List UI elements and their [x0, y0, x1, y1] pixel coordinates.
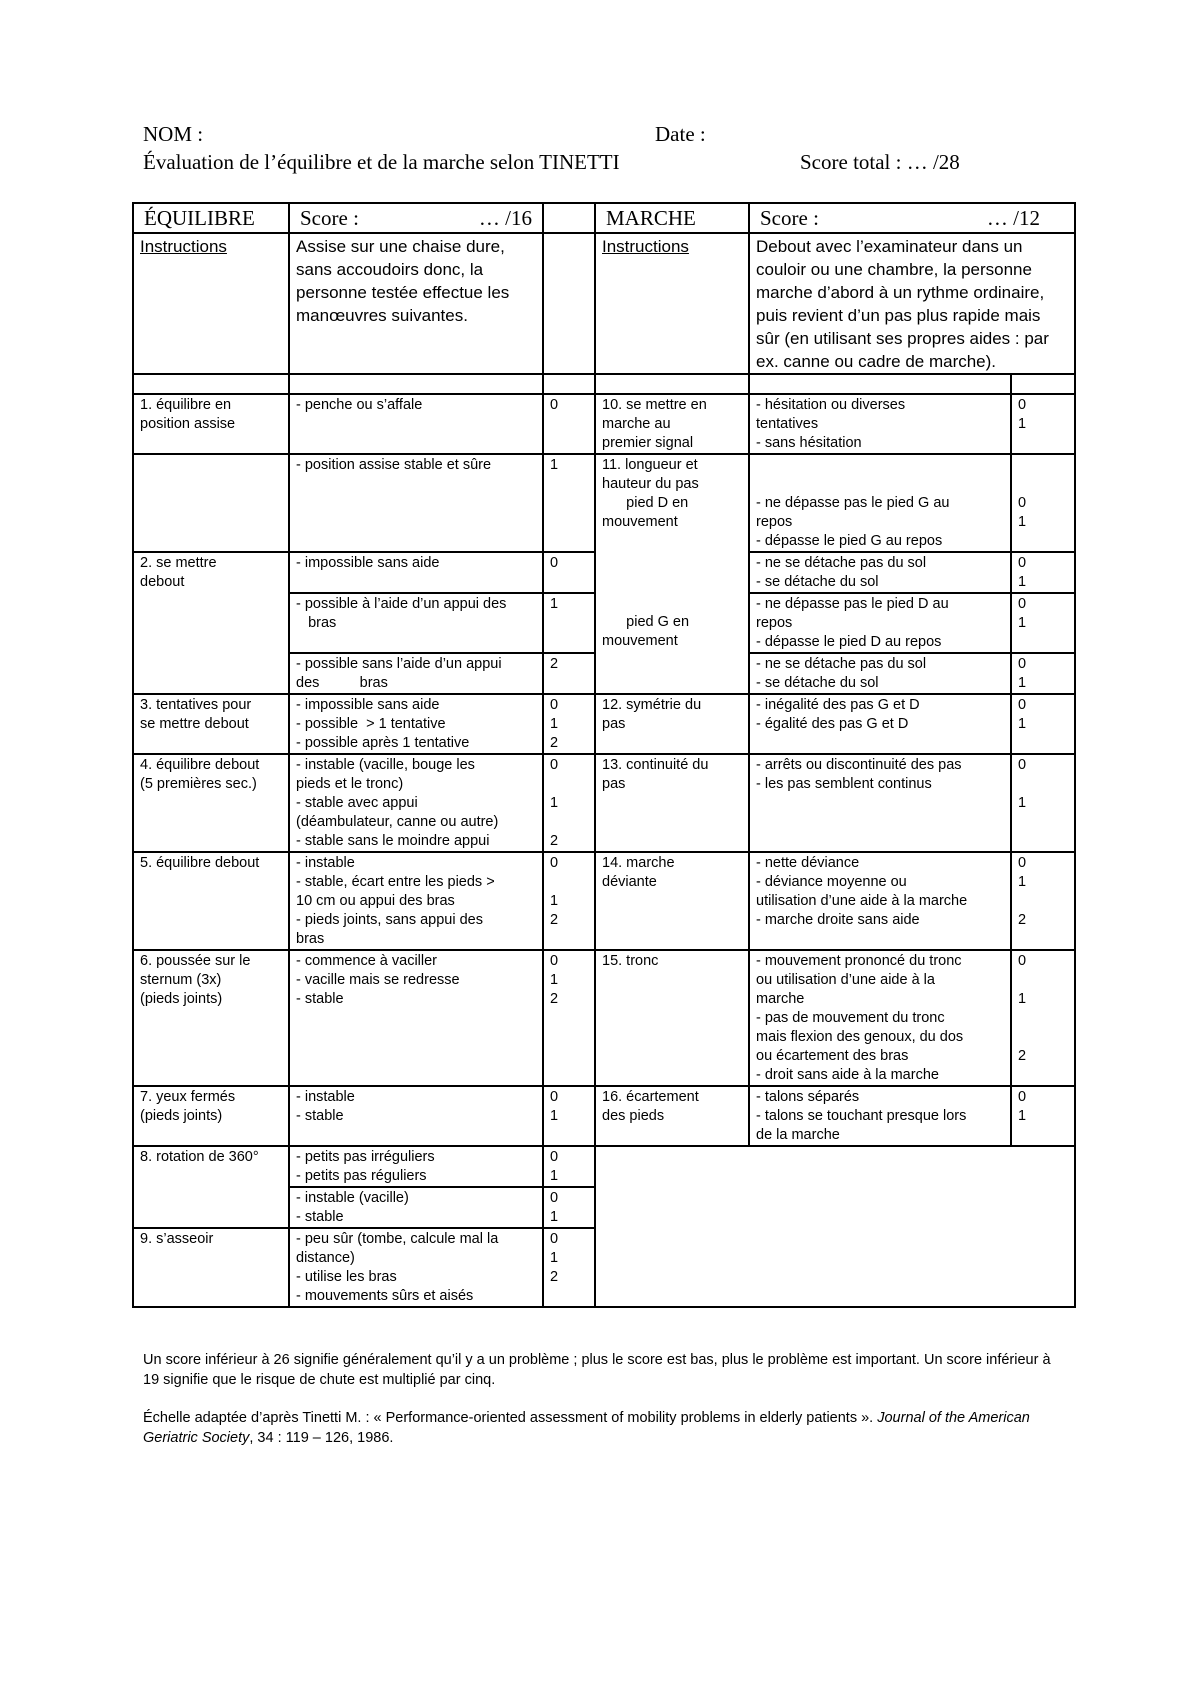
item-description: - commence à vaciller - vacille mais se redresse - stable [289, 950, 543, 1086]
item-score: 0 1 [1011, 754, 1075, 852]
item-description: - nette déviance - déviance moyenne ou utilisation d’une aide à la marche - marche droite sans aide [749, 852, 1011, 950]
table-row [133, 694, 1075, 754]
equilibre-instructions-label: Instructions [133, 233, 289, 374]
item-score: 0 1 [543, 1146, 595, 1187]
marche-score-cell [749, 203, 1075, 233]
item-description: - hésitation ou diverses tentatives - sans hésitation [749, 394, 1011, 454]
item-score: 0 1 [543, 1086, 595, 1146]
item-label: 16. écartement des pieds [595, 1086, 749, 1146]
tinetti-table [132, 202, 1076, 1308]
spacer-row [133, 374, 1075, 394]
item-description: - ne se détache pas du sol - se détache du sol [749, 653, 1011, 694]
score-note: Un score inférieur à 26 signifie généralement qu’il y a un problème ; plus le score est bas, plus le problème est important. Un score inférieur à 19 signifie que le risque de chute est multiplié par cinq. [143, 1352, 1051, 1388]
item-label: 1. équilibre en position assise [133, 394, 289, 454]
item-score: 0 1 2 [543, 754, 595, 852]
item-label: 13. continuité du pas [595, 754, 749, 852]
item-score: 2 [543, 653, 595, 694]
item-label: 15. tronc [595, 950, 749, 1086]
item-description: - petits pas irréguliers - petits pas réguliers [289, 1146, 543, 1187]
item-score: 1 [543, 454, 595, 552]
item-score: 0 1 2 [543, 950, 595, 1086]
item-score: 0 1 [1011, 454, 1075, 552]
table-header-row [133, 203, 1075, 233]
item-label: 7. yeux fermés (pieds joints) [133, 1086, 289, 1146]
marche-instructions-label: Instructions [595, 233, 749, 374]
page-title: Évaluation de l’équilibre et de la marche selon TINETTI [143, 150, 620, 174]
equilibre-score-label: Score : [300, 206, 359, 230]
item-label: 3. tentatives pour se mettre debout [133, 694, 289, 754]
item-description: - mouvement prononcé du tronc ou utilisation d’une aide à la marche - pas de mouvement du tronc mais flexion des genoux, du dos ou écartement des bras - droit sans aide à la marche [749, 950, 1011, 1086]
equilibre-score-cell [289, 203, 543, 233]
item-label: 11. longueur et hauteur du pas pied D en mouvement [595, 454, 749, 593]
item-description: - possible à l’aide d’un appui des bras [289, 593, 543, 653]
item-label: 5. équilibre debout [133, 852, 289, 950]
item-description: - arrêts ou discontinuité des pas - les pas semblent continus [749, 754, 1011, 852]
marche-score-value: … /12 [986, 206, 1040, 230]
item-score: 0 1 [1011, 593, 1075, 653]
empty-cell [595, 1146, 1075, 1307]
item-description: - position assise stable et sûre [289, 454, 543, 552]
equilibre-instructions-text: Assise sur une chaise dure, sans accoudoirs donc, la personne testée effectue les manœuvres suivantes. [289, 233, 543, 374]
table-row [133, 454, 1075, 552]
item-description: - instable - stable, écart entre les pieds > 10 cm ou appui des bras - pieds joints, sans appui des bras [289, 852, 543, 950]
item-label: 4. équilibre debout (5 premières sec.) [133, 754, 289, 852]
reference-prefix: Échelle adaptée d’après Tinetti M. : « Performance-oriented assessment of mobility problems in elderly patients ». [143, 1410, 878, 1426]
item-description: - possible sans l’aide d’un appui des bras [289, 653, 543, 694]
item-score: 0 [543, 552, 595, 593]
table-row [133, 394, 1075, 454]
item-description: - ne se détache pas du sol - se détache du sol [749, 552, 1011, 593]
item-score: 0 1 2 [543, 694, 595, 754]
item-label: 2. se mettre debout [133, 552, 289, 694]
item-description: - talons séparés - talons se touchant presque lors de la marche [749, 1086, 1011, 1146]
item-label: 6. poussée sur le sternum (3x) (pieds joints) [133, 950, 289, 1086]
item-description: - instable (vacille, bouge les pieds et le tronc) - stable avec appui (déambulateur, canne ou autre) - stable sans le moindre appui [289, 754, 543, 852]
date-label: Date : [655, 122, 706, 146]
item-label: 12. symétrie du pas [595, 694, 749, 754]
item-score: 0 1 [1011, 653, 1075, 694]
item-description: - instable (vacille) - stable [289, 1187, 543, 1228]
item-description: - ne dépasse pas le pied D au repos - dépasse le pied D au repos [749, 593, 1011, 653]
table-row [133, 950, 1075, 1086]
table-row [133, 1146, 1075, 1187]
instructions-row [133, 233, 1075, 374]
item-score: 0 1 [1011, 552, 1075, 593]
marche-title: MARCHE [595, 203, 749, 233]
item-score: 0 1 2 [543, 852, 595, 950]
item-description: - ne dépasse pas le pied G au repos - dépasse le pied G au repos [749, 454, 1011, 552]
reference [143, 1408, 1063, 1448]
item-score: 0 [543, 394, 595, 454]
equilibre-title: ÉQUILIBRE [133, 203, 289, 233]
item-label [133, 454, 289, 552]
item-score: 0 1 [1011, 394, 1075, 454]
table-row [133, 1086, 1075, 1146]
nom-label: NOM : [143, 122, 204, 146]
item-score: 0 1 2 [1011, 950, 1075, 1086]
item-score: 0 1 2 [543, 1228, 595, 1307]
marche-score-label: Score : [760, 206, 819, 230]
item-label: 14. marche déviante [595, 852, 749, 950]
item-description: - peu sûr (tombe, calcule mal la distance) - utilise les bras - mouvements sûrs et aisés [289, 1228, 543, 1307]
table-row [133, 754, 1075, 852]
reference-journal: Journal of the American Geriatric Society [143, 1410, 1030, 1446]
item-score: 0 1 [543, 1187, 595, 1228]
item-label: 8. rotation de 360° [133, 1146, 289, 1228]
equilibre-score-value: … /16 [478, 206, 532, 230]
item-description: - impossible sans aide [289, 552, 543, 593]
item-label: pied G en mouvement [595, 593, 749, 694]
table-row [133, 852, 1075, 950]
score-total: Score total : … /28 [800, 150, 960, 174]
item-description: - impossible sans aide - possible > 1 tentative - possible après 1 tentative [289, 694, 543, 754]
item-label: 10. se mettre en marche au premier signal [595, 394, 749, 454]
item-score: 0 1 [1011, 694, 1075, 754]
item-score: 0 1 2 [1011, 852, 1075, 950]
item-description: - inégalité des pas G et D - égalité des pas G et D [749, 694, 1011, 754]
item-label: 9. s’asseoir [133, 1228, 289, 1307]
marche-instructions-text: Debout avec l’examinateur dans un couloir ou une chambre, la personne marche d’abord à un rythme ordinaire, puis revient d’un pas plus rapide mais sûr (en utilisant ses propres aides : par ex. canne ou cadre de marche). [749, 233, 1075, 374]
item-score: 0 1 [1011, 1086, 1075, 1146]
reference-suffix: , 34 : 119 – 126, 1986. [249, 1430, 394, 1446]
item-description: - instable - stable [289, 1086, 543, 1146]
item-score: 1 [543, 593, 595, 653]
item-description: - penche ou s’affale [289, 394, 543, 454]
